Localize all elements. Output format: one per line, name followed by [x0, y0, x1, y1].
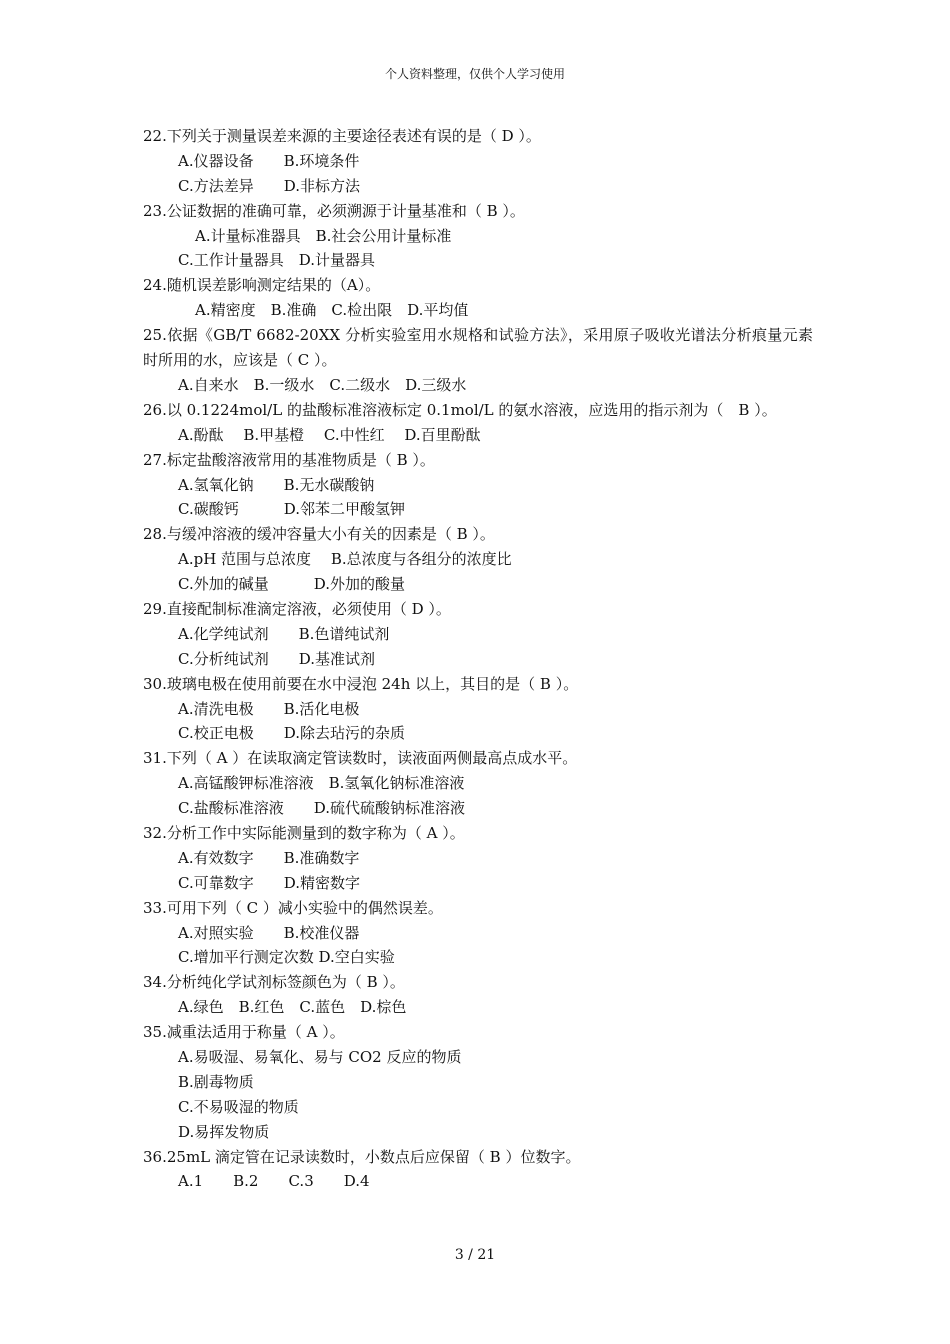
question-33-options-cd: C.增加平行测定次数 D.空白实验 — [178, 948, 395, 967]
question-26: 26.以 0.1224mol/L 的盐酸标准溶液标定 0.1mol/L 的氨水溶液，应选用的指示剂为（ B ）。 — [143, 400, 777, 419]
page-number: 3 / 21 — [454, 1247, 496, 1263]
question-22-options-cd: C.方法差异 D.非标方法 — [178, 176, 360, 195]
question-34: 34.分析纯化学试剂标签颜色为（ B ）。 — [143, 973, 405, 992]
question-34-options: A.绿色 B.红色 C.蓝色 D.棕色 — [178, 998, 407, 1017]
question-30-options-ab: A.清洗电极 B.活化电极 — [178, 699, 360, 718]
question-30: 30.玻璃电极在使用前要在水中浸泡 24h 以上，其目的是（ B ）。 — [143, 674, 579, 693]
question-32: 32.分析工作中实际能测量到的数字称为（ A ）。 — [143, 823, 465, 842]
question-25: 25.依据《GB/T 6682-20XX 分析实验室用水规格和试验方法》，采用原子吸收光谱法分析痕量元素时所用的水，应该是（ C ）。 — [143, 326, 813, 370]
question-27: 27.标定盐酸溶液常用的基准物质是（ B ）。 — [143, 450, 435, 469]
question-23-options-cd: C.工作计量器具 D.计量器具 — [178, 251, 375, 270]
question-26-options: A.酚酞 B.甲基橙 C.中性红 D.百里酚酞 — [178, 425, 481, 444]
question-29-options-ab: A.化学纯试剂 B.色谱纯试剂 — [178, 624, 390, 643]
question-24: 24.随机误差影响测定结果的（A）。 — [143, 276, 381, 295]
question-27-options-cd: C.碳酸钙 D.邻苯二甲酸氢钾 — [178, 500, 405, 519]
question-33-options-ab: A.对照实验 B.校准仪器 — [178, 923, 360, 942]
question-22-options-ab: A.仪器设备 B.环境条件 — [178, 151, 360, 170]
question-28: 28.与缓冲溶液的缓冲容量大小有关的因素是（ B ）。 — [143, 525, 495, 544]
question-31-options-ab: A.高锰酸钾标准溶液 B.氢氧化钠标准溶液 — [178, 774, 465, 793]
question-36-options: A.1 B.2 C.3 D.4 — [178, 1172, 370, 1191]
question-24-options: A.精密度 B.准确 C.检出限 D.平均值 — [195, 301, 469, 320]
page-header: 个人资料整理，仅供个人学习使用 — [384, 67, 565, 81]
question-35-option-a: A.易吸湿、易氧化、易与 CO2 反应的物质 — [178, 1048, 462, 1066]
question-28-options-cd: C.外加的碱量 D.外加的酸量 — [178, 575, 405, 594]
question-35-option-d: D.易挥发物质 — [178, 1122, 270, 1141]
question-29: 29.直接配制标准滴定溶液，必须使用（ D ）。 — [143, 599, 451, 618]
question-23-options-ab: A.计量标准器具 B.社会公用计量标准 — [195, 226, 452, 245]
question-31-options-cd: C.盐酸标准溶液 D.硫代硫酸钠标准溶液 — [178, 799, 465, 818]
document-body — [143, 124, 813, 1194]
question-33: 33.可用下列（ C ）减小实验中的偶然误差。 — [143, 898, 443, 917]
question-25-options: A.自来水 B.一级水 C.二级水 D.三级水 — [178, 375, 467, 394]
question-32-options-cd: C.可靠数字 D.精密数字 — [178, 873, 360, 892]
question-36: 36.25mL 滴定管在记录读数时，小数点后应保留（ B ）位数字。 — [143, 1147, 581, 1166]
question-31: 31.下列（ A ）在读取滴定管读数时，读液面两侧最高点成水平。 — [143, 749, 578, 768]
question-35-option-b: B.剧毒物质 — [178, 1072, 254, 1091]
question-28-options-ab: A.pH 范围与总浓度 B.总浓度与各组分的浓度比 — [178, 550, 512, 569]
question-27-options-ab: A.氢氧化钠 B.无水碳酸钠 — [178, 475, 375, 494]
question-29-options-cd: C.分析纯试剂 D.基准试剂 — [178, 649, 375, 668]
question-35: 35.减重法适用于称量（ A ）。 — [143, 1023, 345, 1042]
question-30-options-cd: C.校正电极 D.除去玷污的杂质 — [178, 724, 405, 743]
question-22: 22.下列关于测量误差来源的主要途径表述有误的是（ D ）。 — [143, 127, 541, 145]
question-23: 23.公证数据的准确可靠，必须溯源于计量基准和（ B ）。 — [143, 201, 525, 220]
question-35-option-c: C.不易吸湿的物质 — [178, 1097, 299, 1116]
question-32-options-ab: A.有效数字 B.准确数字 — [178, 848, 360, 867]
